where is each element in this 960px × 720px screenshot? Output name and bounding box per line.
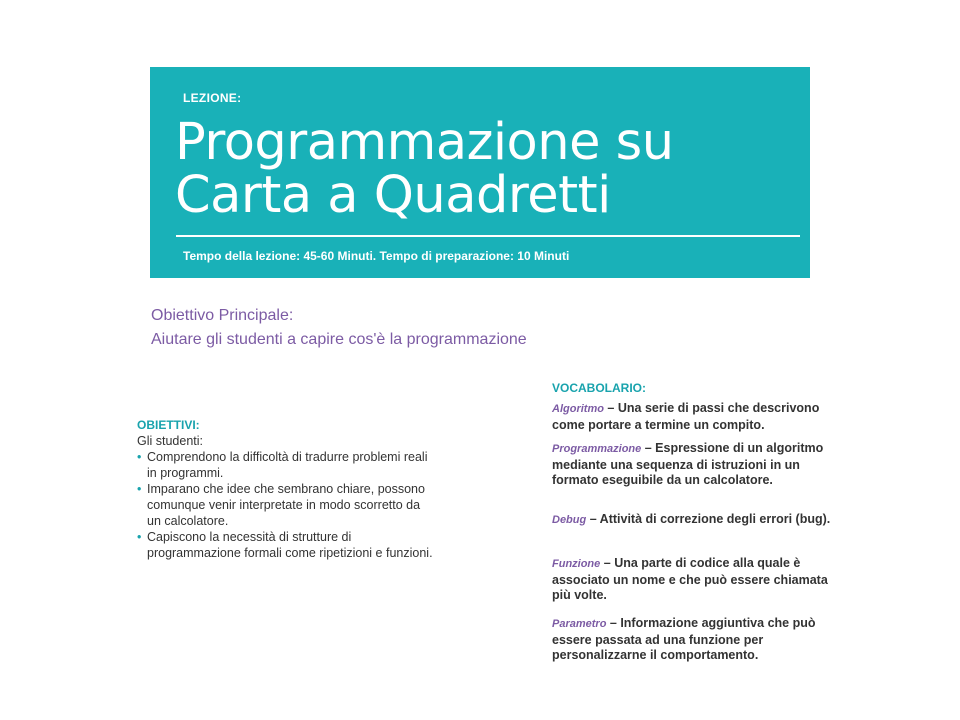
objectives-intro: Gli studenti: bbox=[137, 434, 204, 448]
vocabulary-definition: Informazione aggiuntiva che può essere passata ad una funzione per personalizzarne il comportamento. bbox=[552, 616, 816, 662]
lesson-title-line-2: Carta a Quadretti bbox=[175, 166, 611, 225]
vocabulary-definition: Espressione di un algoritmo mediante una sequenza di istruzioni in un formato eseguibile da un calcolatore. bbox=[552, 441, 824, 487]
bullet-icon: • bbox=[137, 482, 142, 496]
vocabulary-heading: VOCABOLARIO: bbox=[552, 381, 646, 395]
main-objective-text: Aiutare gli studenti a capire cos'è la programmazione bbox=[151, 331, 527, 348]
main-objective bbox=[151, 304, 527, 352]
objectives-section bbox=[137, 417, 437, 561]
vocabulary-term: Parametro bbox=[552, 618, 607, 630]
vocabulary-entry: Funzione – Una parte di codice alla quale è associato un nome e che può essere chiamata più volte. bbox=[552, 556, 828, 602]
vocabulary-entry: Programmazione – Espressione di un algoritmo mediante una sequenza di istruzioni in un formato eseguibile da un calcolatore. bbox=[552, 441, 824, 487]
vocabulary-entry: Debug – Attività di correzione degli errori (bug). bbox=[552, 512, 831, 526]
vocabulary-definition: Una parte di codice alla quale è associato un nome e che può essere chiamata più volte. bbox=[552, 556, 828, 602]
objectives-list bbox=[137, 449, 437, 561]
lesson-title bbox=[175, 113, 805, 225]
vocabulary-definition: Una serie di passi che descrivono come portare a termine un compito. bbox=[552, 401, 820, 432]
vocabulary-term: Programmazione bbox=[552, 443, 642, 455]
bullet-icon: • bbox=[137, 450, 142, 464]
main-objective-heading: Obiettivo Principale: bbox=[151, 307, 294, 324]
bullet-icon: • bbox=[137, 530, 142, 544]
objectives-heading: OBIETTIVI: bbox=[137, 418, 200, 432]
objective-item: • Capiscono la necessità di strutture di programmazione formali come ripetizioni e funzioni. bbox=[137, 530, 433, 560]
objective-item: • Comprendono la difficoltà di tradurre problemi reali in programmi. bbox=[137, 450, 428, 480]
vocabulary-section bbox=[552, 381, 842, 662]
vocabulary-term: Algoritmo bbox=[552, 403, 604, 415]
banner-divider bbox=[176, 235, 800, 237]
vocabulary-term: Funzione bbox=[552, 558, 601, 570]
lesson-banner bbox=[150, 67, 810, 278]
vocabulary-entry: Algoritmo – Una serie di passi che descrivono come portare a termine un compito. bbox=[552, 401, 820, 432]
vocabulary-definition: Attività di correzione degli errori (bug). bbox=[599, 512, 831, 526]
lesson-time: Tempo della lezione: 45-60 Minuti. Tempo di preparazione: 10 Minuti bbox=[183, 249, 570, 263]
lesson-title-line-1: Programmazione su bbox=[175, 113, 674, 172]
vocabulary-term: Debug bbox=[552, 514, 587, 526]
vocabulary-entry: Parametro – Informazione aggiuntiva che può essere passata ad una funzione per personalizzarne il comportamento. bbox=[552, 616, 816, 662]
objective-item: • Imparano che idee che sembrano chiare, possono comunque venir interpretate in modo scorretto da un calcolatore. bbox=[137, 482, 425, 528]
lesson-label: LEZIONE: bbox=[183, 91, 242, 105]
